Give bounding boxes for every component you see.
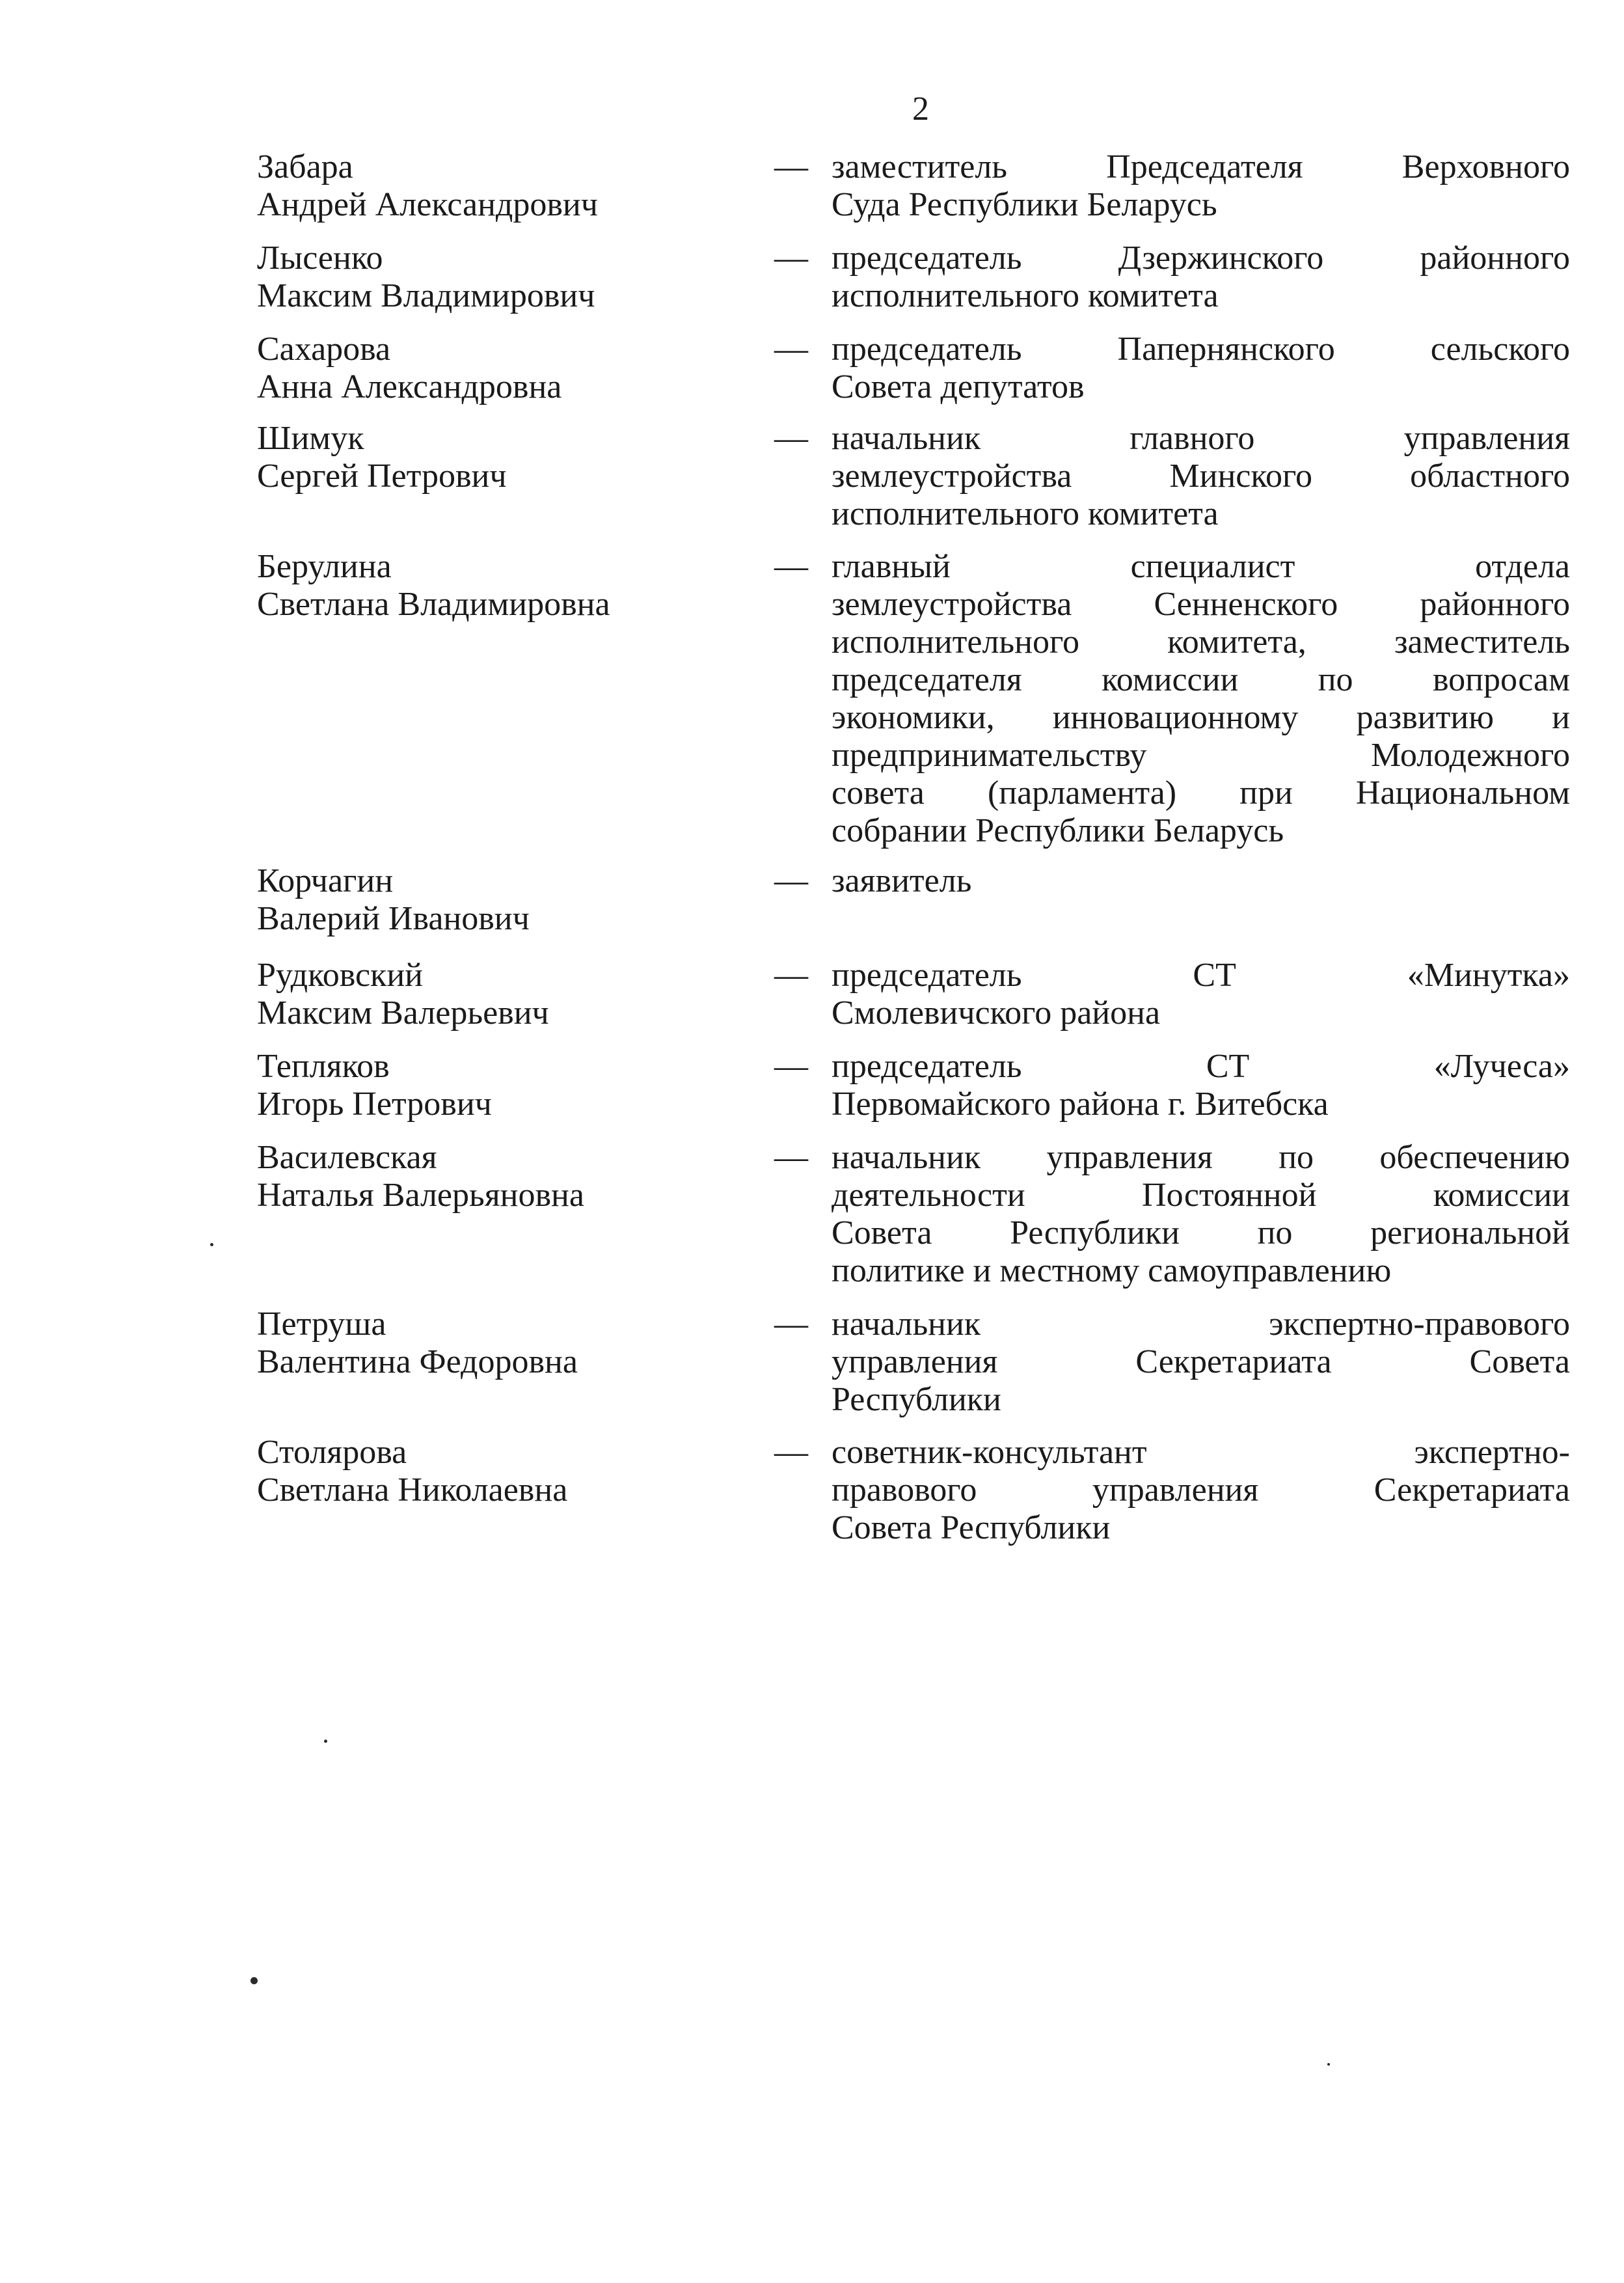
description-line: председателя комиссии по вопросам: [832, 661, 1570, 698]
description-line: председатель СТ «Лучеса»: [832, 1048, 1570, 1085]
description-line: землеустройства Минского областного: [832, 458, 1570, 495]
person-given-names: Максим Владимирович: [257, 277, 595, 314]
dash: —: [774, 862, 808, 899]
description-line: советник-консультант экспертно-: [832, 1434, 1570, 1471]
description-line: собрании Республики Беларусь: [832, 812, 1284, 849]
person-given-names: Светлана Николаевна: [257, 1471, 568, 1509]
description-line: управления Секретариата Совета: [832, 1343, 1570, 1380]
position-description: [832, 957, 1570, 1032]
description-line: правового управления Секретариата: [832, 1471, 1570, 1509]
description-line: Совета Республики по региональной: [832, 1214, 1570, 1251]
person-surname: Сахарова: [257, 331, 391, 368]
description-line: землеустройства Сенненского районного: [832, 586, 1570, 623]
person-given-names: Андрей Александрович: [257, 186, 598, 223]
person-surname: Берулина: [257, 548, 392, 585]
person-surname: Петруша: [257, 1306, 386, 1343]
person-surname: Тепляков: [257, 1048, 390, 1085]
description-line: председатель Дзержинского районного: [832, 239, 1570, 277]
position-description: [832, 331, 1570, 406]
description-line: Совета Республики: [832, 1509, 1111, 1546]
person-given-names: Игорь Петрович: [257, 1086, 492, 1123]
person-name: [257, 239, 751, 315]
dash: —: [774, 331, 808, 368]
description-line: Первомайского района г. Витебска: [832, 1086, 1329, 1123]
scan-speck: [250, 1977, 258, 1984]
description-line: Суда Республики Беларусь: [832, 186, 1217, 223]
dash: —: [774, 1434, 808, 1471]
dash: —: [774, 548, 808, 585]
person-name: [257, 1306, 751, 1381]
dash: —: [774, 420, 808, 457]
person-name: [257, 1434, 751, 1509]
person-given-names: Валентина Федоровна: [257, 1343, 578, 1380]
description-line: совета (парламента) при Национальном: [832, 774, 1570, 812]
person-given-names: Анна Александровна: [257, 368, 562, 405]
description-line: предпринимательству Молодежного: [832, 737, 1570, 774]
dash: —: [774, 1048, 808, 1085]
person-name: [257, 420, 751, 495]
description-line: председатель Папернянского сельского: [832, 331, 1570, 368]
person-name: [257, 862, 751, 938]
person-surname: Забара: [257, 148, 353, 185]
person-given-names: Сергей Петрович: [257, 458, 507, 495]
dash: —: [774, 1306, 808, 1343]
person-given-names: Наталья Валерьяновна: [257, 1177, 584, 1214]
scan-speck: [1327, 2063, 1330, 2066]
description-line: начальник управления по обеспечению: [832, 1139, 1570, 1176]
person-surname: Столярова: [257, 1434, 407, 1471]
page-number: 2: [912, 90, 929, 128]
dash: —: [774, 239, 808, 277]
description-line: заместитель Председателя Верховного: [832, 148, 1570, 185]
person-name: [257, 1139, 751, 1214]
position-description: [832, 1139, 1570, 1290]
description-line: главный специалист отдела: [832, 548, 1570, 585]
person-given-names: Максим Валерьевич: [257, 994, 549, 1032]
position-description: [832, 239, 1570, 315]
person-surname: Лысенко: [257, 239, 383, 277]
description-line: Совета депутатов: [832, 368, 1085, 405]
person-surname: Корчагин: [257, 862, 394, 899]
description-line: начальник экспертно-правового: [832, 1306, 1570, 1343]
position-description: [832, 1048, 1570, 1123]
description-line: Республики: [832, 1381, 1001, 1418]
person-name: [257, 331, 751, 406]
person-name: [257, 148, 751, 224]
person-name: [257, 1048, 751, 1123]
person-name: [257, 548, 751, 623]
description-line: начальник главного управления: [832, 420, 1570, 457]
description-line: исполнительного комитета, заместитель: [832, 623, 1570, 661]
scan-speck: [210, 1243, 213, 1246]
dash: —: [774, 1139, 808, 1176]
dash: —: [774, 957, 808, 994]
description-line: исполнительного комитета: [832, 495, 1219, 532]
description-line: исполнительного комитета: [832, 277, 1219, 314]
person-given-names: Валерий Иванович: [257, 900, 530, 937]
person-given-names: Светлана Владимировна: [257, 586, 610, 623]
person-name: [257, 957, 751, 1032]
description-line: Смолевичского района: [832, 994, 1161, 1032]
dash: —: [774, 148, 808, 185]
position-description: [832, 548, 1570, 850]
position-description: [832, 1306, 1570, 1419]
person-surname: Рудковский: [257, 957, 423, 994]
scan-speck: [324, 1740, 327, 1743]
description-line: политике и местному самоуправлению: [832, 1252, 1392, 1289]
description-line: экономики, инновационному развитию и: [832, 699, 1570, 736]
position-description: [832, 1434, 1570, 1547]
description-line: председатель СТ «Минутка»: [832, 957, 1570, 994]
position-description: [832, 148, 1570, 224]
person-surname: Василевская: [257, 1139, 437, 1176]
person-surname: Шимук: [257, 420, 364, 457]
description-line: заявитель: [832, 862, 972, 899]
position-description: [832, 420, 1570, 533]
position-description: [832, 862, 1570, 900]
description-line: деятельности Постоянной комиссии: [832, 1177, 1570, 1214]
